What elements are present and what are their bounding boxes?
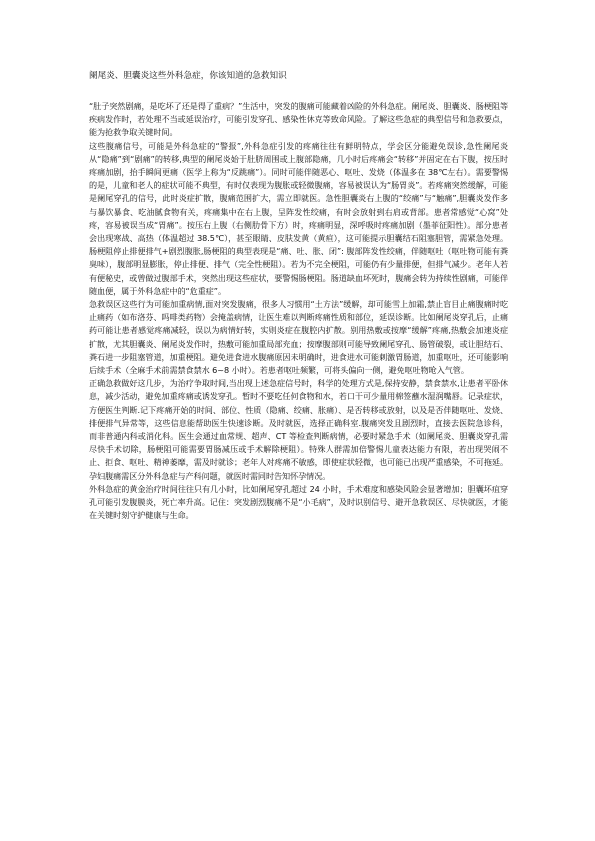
document-title: 阑尾炎、胆囊炎这些外科急症，你该知道的急救知识: [89, 71, 287, 81]
paragraph-intro: “肚子突然剧痛，是吃坏了还是得了重病？”生活中，突发的腹痛可能藏着凶险的外科急症。阑尾炎、胆囊炎、肠梗阻等疾病发作时，若处理不当或延误治疗，可能引发穿孔、感染性休克等致命风险。了解这些急症的典型信号和急救要点，能为抢救争取关键时间。: [89, 101, 508, 138]
paragraph-correct-first-aid: 正确急救做好这几步，为治疗争取时间,当出现上述急症信号时，科学的处理方式是,保持安静，禁食禁水,让患者平卧休息，减少活动，避免加重疼痛或诱发穿孔。暂时不要吃任何食物和水，若口干可少量用棉签蘸水湿润嘴唇。记录症状，方便医生判断.记下疼痛开始的时间、部位、性质（隐痛、绞痛、胀痛）、是否转移或放射，以及是否伴随呕吐、发烧、排便排气异常等，这些信息能帮助医生快速诊断。及时就医，选择正确科室.腹痛突发且剧烈时，直接去医院急诊科，而非普通内科或消化科。医生会通过血常规、超声、CT 等检查判断病情，必要时紧急手术（如阑尾炎、胆囊炎穿孔需尽快手术切除，肠梗阻可能需要胃肠减压或手术解除梗阻）。特殊人群需加倍警惕儿童表达能力有限，若出现哭闹不止、拒食、呕吐、精神萎靡，需及时就诊；老年人对疼痛不敏感，即使症状轻微，也可能已出现严重感染，不可拖延。孕妇腹痛需区分外科急症与产科问题，就医时需同时告知怀孕情况。: [89, 378, 508, 481]
paragraph-conclusion: 外科急症的黄金治疗时间往往只有几小时，比如阑尾穿孔超过 24 小时，手术难度和感染风险会显著增加；胆囊坏疽穿孔可能引发腹膜炎，死亡率升高。记住：突发剧烈腹痛不是“小毛病”，及时识别信号、避开急救误区、尽快就医，才能在关键时刻守护健康与生命。: [89, 483, 508, 521]
paragraph-first-aid-mistakes: 急救误区这些行为可能加重病情,面对突发腹痛，很多人习惯用“土方法”缓解，却可能雪上加霜,禁止盲目止痛腹痛时吃止痛药（如布洛芬、吗啡类药物）会掩盖病情，让医生难以判断疼痛性质和部位，延误诊断。比如阑尾炎穿孔后，止痛药可能让患者感觉疼痛减轻，误以为病情好转，实则炎症在腹腔内扩散。别用热敷或按摩“缓解”疼痛,热敷会加速炎症扩散，尤其胆囊炎、阑尾炎发作时，热敷可能加重局部充血；按摩腹部则可能导致阑尾穿孔、肠管破裂，或让胆结石、粪石进一步阻塞管道，加重梗阻。避免进食进水腹痛原因未明确时，进食进水可能刺激胃肠道，加重呕吐，还可能影响后续手术（全麻手术前需禁食禁水 6~8 小时）。若患者呕吐频繁，可将头偏向一侧，避免呕吐物呛入气管。: [89, 299, 508, 376]
paragraph-warning-signals: 这些腹痛信号，可能是外科急症的“警报”,外科急症引发的疼痛往往有鲜明特点，学会区分能避免误诊,急性阑尾炎从“隐痛”到“剧痛”的转移,典型的阑尾炎始于肚脐周围或上腹部隐痛，几小时后疼痛会“转移”并固定在右下腹，按压时疼痛加剧，抬手瞬间更痛（医学上称为“反跳痛”）。同时可能伴随恶心、呕吐、发烧（体温多在 38℃左右）。需要警惕的是，儿童和老人的症状可能不典型，有时仅表现为腹胀或轻微腹痛，容易被误认为“肠胃炎”。若疼痛突然缓解，可能是阑尾穿孔的信号，此时炎症扩散，腹痛范围扩大，需立即就医。急性胆囊炎右上腹的“绞痛”与“触痛”,胆囊炎发作多与暴饮暴食、吃油腻食物有关，疼痛集中在右上腹，呈阵发性绞痛，有时会放射到右肩或背部。患者常感觉“心窝”处疼，容易被误当成“胃痛”。按压右上腹（右侧肋骨下方）时，疼痛明显，深呼吸时疼痛加剧（墨菲征阳性）。部分患者会出现寒战、高热（体温超过 38.5℃），甚至眼睛、皮肤发黄（黄疸），这可能提示胆囊结石阻塞胆管，需紧急处理。肠梗阻停止排便排气+剧烈腹胀,肠梗阻的典型表现是“痛、吐、胀、闭”: 腹部阵发性绞痛，伴随呕吐（呕吐物可能有粪臭味），腹部明显膨胀，停止排便、排气（完全性梗阻）。若为不完全梗阻，可能仍有少量排便，但排气减少。老年人若有便秘史，或曾做过腹部手术，突然出现这些症状，要警惕肠梗阻。肠道缺血坏死时，腹痛会转为持续性剧痛，可能伴随血便，属于外科急症中的“危重症”。: [89, 140, 508, 296]
document-body: [89, 100, 508, 523]
